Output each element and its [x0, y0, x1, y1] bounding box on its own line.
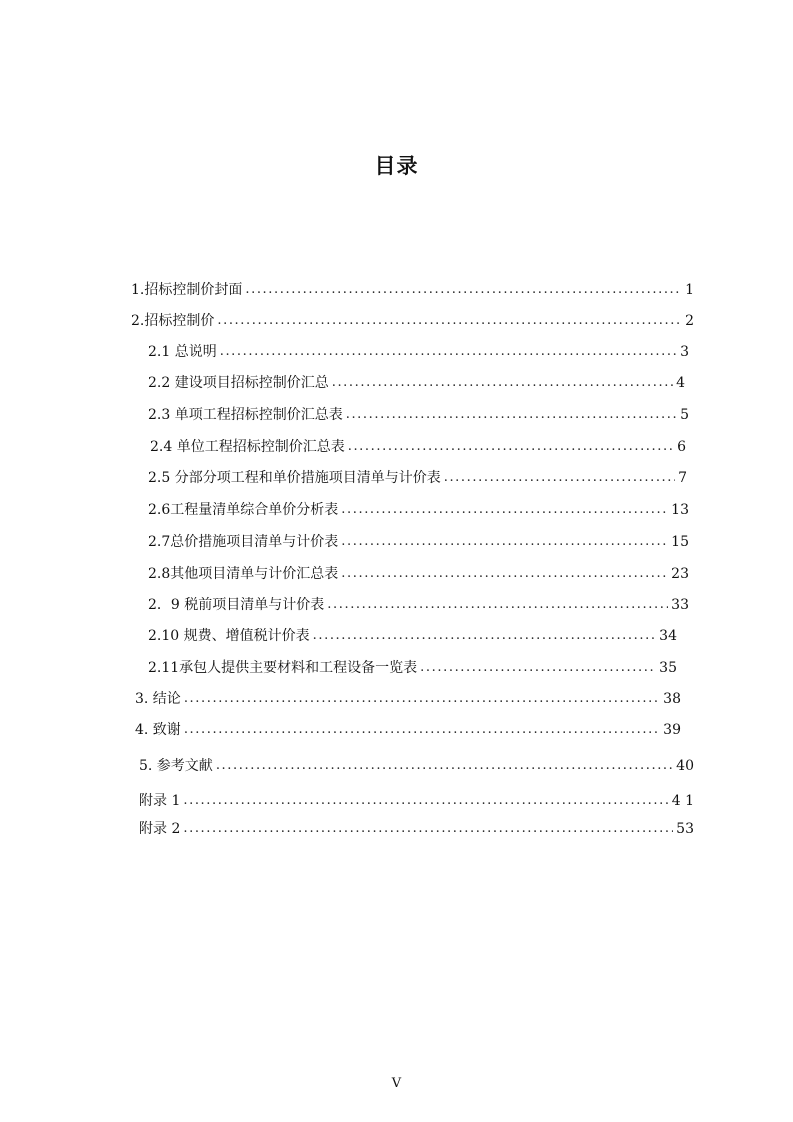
- toc-entry[interactable]: [148, 531, 689, 551]
- toc-leader-dots: [341, 565, 668, 583]
- toc-leader-dots: [245, 281, 682, 299]
- toc-entry-page: 53: [676, 821, 694, 837]
- toc-entry-page: 40: [676, 758, 694, 774]
- toc-entry-label: 2.4 单位工程招标控制价汇总表: [150, 439, 345, 455]
- toc-leader-dots: [217, 312, 682, 330]
- toc-entry[interactable]: [148, 404, 689, 424]
- toc-entry[interactable]: [135, 688, 681, 708]
- toc-entry[interactable]: [148, 372, 685, 392]
- toc-entry-page: 23: [671, 566, 689, 582]
- toc-entry-page: 34: [659, 628, 677, 644]
- toc-title: 目录: [374, 154, 419, 178]
- toc-leader-dots: [348, 438, 674, 456]
- toc-entry-label: 附录 2: [139, 821, 181, 837]
- toc-entry-page: 4 1: [671, 793, 694, 809]
- toc-entry-label: 2.7总价措施项目清单与计价表: [148, 534, 339, 550]
- toc-entry-label: 2.招标控制价: [131, 313, 215, 329]
- toc-entry[interactable]: [148, 625, 677, 645]
- toc-entry-label: 5. 参考文献: [139, 758, 213, 774]
- toc-entry-label: 2．9 税前项目清单与计价表: [148, 597, 325, 613]
- toc-leader-dots: [313, 627, 657, 645]
- toc-entry[interactable]: [148, 594, 689, 614]
- toc-entry-page: 35: [659, 660, 677, 676]
- toc-entry[interactable]: [150, 436, 686, 456]
- toc-entry[interactable]: [135, 719, 681, 739]
- toc-leader-dots: [183, 792, 668, 810]
- toc-entry-label: 1.招标控制价封面: [131, 282, 243, 298]
- toc-entry[interactable]: [131, 279, 694, 299]
- toc-entry-label: 附录 1: [139, 793, 181, 809]
- toc-entry[interactable]: [148, 467, 687, 487]
- toc-entry-page: 1: [685, 282, 694, 298]
- toc-entry-page: 4: [676, 375, 685, 391]
- toc-leader-dots: [216, 757, 673, 775]
- toc-entry-label: 2.3 单项工程招标控制价汇总表: [148, 407, 343, 423]
- toc-entry-label: 2.1 总说明: [148, 344, 217, 360]
- toc-leader-dots: [341, 533, 668, 551]
- toc-entry[interactable]: [148, 341, 689, 361]
- toc-leader-dots: [332, 374, 673, 392]
- toc-leader-dots: [420, 659, 656, 677]
- toc-entry[interactable]: [131, 310, 694, 330]
- toc-leader-dots: [327, 596, 668, 614]
- toc-leader-dots: [184, 690, 660, 708]
- toc-entry-label: 2.11承包人提供主要材料和工程设备一览表: [148, 660, 418, 676]
- toc-entry[interactable]: [139, 755, 694, 775]
- toc-entry-page: 39: [663, 722, 681, 738]
- toc-entry[interactable]: [148, 657, 677, 677]
- toc-entry[interactable]: [139, 818, 694, 838]
- toc-leader-dots: [346, 406, 677, 424]
- toc-leader-dots: [341, 501, 668, 519]
- toc-leader-dots: [183, 820, 673, 838]
- toc-entry-label: 3. 结论: [135, 691, 181, 707]
- toc-leader-dots: [444, 469, 675, 487]
- toc-entry-label: 4. 致谢: [135, 722, 181, 738]
- toc-entry[interactable]: [148, 563, 689, 583]
- toc-entry-page: 6: [677, 439, 686, 455]
- toc-entry-label: 2.5 分部分项工程和单价措施项目清单与计价表: [148, 470, 441, 486]
- toc-entry-label: 2.10 规费、增值税计价表: [148, 628, 310, 644]
- toc-entry-label: 2.6工程量清单综合单价分析表: [148, 502, 339, 518]
- toc-entry-page: 3: [680, 344, 689, 360]
- toc-entry[interactable]: [139, 790, 694, 810]
- toc-entry-page: 38: [663, 691, 681, 707]
- toc-entry-page: 7: [678, 470, 687, 486]
- toc-entry-page: 33: [671, 597, 689, 613]
- toc-entry-page: 13: [671, 502, 689, 518]
- toc-entry-page: 2: [685, 313, 694, 329]
- toc-entry[interactable]: [148, 499, 689, 519]
- toc-entry-page: 15: [671, 534, 689, 550]
- toc-entry-page: 5: [680, 407, 689, 423]
- toc-entry-label: 2.8其他项目清单与计价汇总表: [148, 566, 339, 582]
- page-number: V: [391, 1076, 402, 1091]
- toc-leader-dots: [220, 343, 677, 361]
- toc-leader-dots: [184, 721, 660, 739]
- toc-entry-label: 2.2 建设项目招标控制价汇总: [148, 375, 329, 391]
